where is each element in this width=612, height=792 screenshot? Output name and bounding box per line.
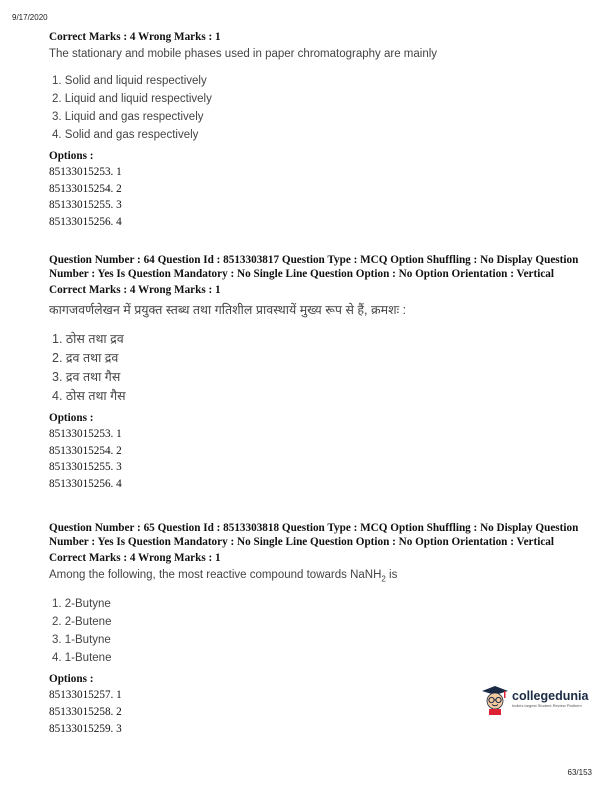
choice-item: 4. 1-Butene (52, 652, 112, 665)
choice-item: 3. 1-Butyne (52, 634, 111, 647)
option-id: 85133015256. 4 (49, 478, 122, 491)
page-number: 63/153 (567, 768, 592, 777)
choice-list (49, 595, 589, 667)
marks-line: Correct Marks : 4 Wrong Marks : 1 (49, 552, 221, 564)
choice-item: 3. द्रव तथा गैस (52, 370, 121, 384)
options-heading: Options : (49, 412, 94, 424)
question-meta: Question Number : 65 Question Id : 8513303818 Question Type : MCQ Option Shuffling : No Display Question Number : Yes Is Question Mandatory : No Single Line Question Option : No Option Orientation : Vertical (49, 522, 579, 548)
option-id: 85133015253. 1 (49, 166, 122, 178)
option-id: 85133015257. 1 (49, 689, 122, 702)
choice-item: 2. 2-Butene (52, 616, 112, 629)
option-id: 85133015259. 3 (49, 722, 122, 735)
options-heading: Options : (49, 150, 94, 162)
option-id: 85133015253. 1 (49, 428, 122, 440)
student-mascot-icon (480, 683, 510, 715)
option-id: 85133015256. 4 (49, 216, 122, 229)
question-text: कागजवर्णलेखन में प्रयुक्त स्तब्ध तथा गतिशील प्रावस्थायें मुख्य रूप से हैं, क्रमशः : (49, 303, 407, 317)
choice-list (49, 72, 589, 144)
marks-line: Correct Marks : 4 Wrong Marks : 1 (49, 284, 221, 296)
options-heading: Options : (49, 673, 94, 686)
option-id: 85133015254. 2 (49, 444, 122, 457)
option-id: 85133015258. 2 (49, 706, 122, 718)
choice-item: 1. 2-Butyne (52, 598, 111, 611)
choice-item: 4. Solid and gas respectively (52, 129, 199, 141)
logo-tagline: India's largest Student Review Platform (512, 702, 582, 708)
choice-item: 3. Liquid and gas respectively (52, 111, 204, 123)
marks-line: Correct Marks : 4 Wrong Marks : 1 (49, 31, 221, 43)
logo-wordmark: collegedunia (512, 688, 589, 703)
question-text: The stationary and mobile phases used in paper chromatography are mainly (49, 48, 438, 60)
choice-item: 4. ठोस तथा गैस (52, 389, 126, 403)
choice-item: 1. Solid and liquid respectively (52, 75, 207, 87)
question-meta: Question Number : 64 Question Id : 8513303817 Question Type : MCQ Option Shuffling : No Display Question Number : Yes Is Question Mandatory : No Single Line Question Option : No Option Orientation : Vertical (49, 254, 579, 280)
question-63 (49, 30, 589, 231)
question-text: Among the following, the most reactive compound towards NaNH$_2$ is (49, 569, 398, 584)
choice-item: 2. Liquid and liquid respectively (52, 93, 212, 105)
option-id: 85133015254. 2 (49, 182, 122, 195)
option-id: 85133015255. 3 (49, 461, 122, 474)
option-id: 85133015255. 3 (49, 199, 122, 212)
choice-item: 2. द्रव तथा द्रव (52, 351, 119, 365)
print-date: 9/17/2020 (12, 13, 48, 22)
choice-item: 1. ठोस तथा द्रव (52, 332, 124, 346)
choice-list (49, 330, 589, 406)
question-64 (49, 254, 589, 493)
collegedunia-logo (480, 682, 590, 716)
